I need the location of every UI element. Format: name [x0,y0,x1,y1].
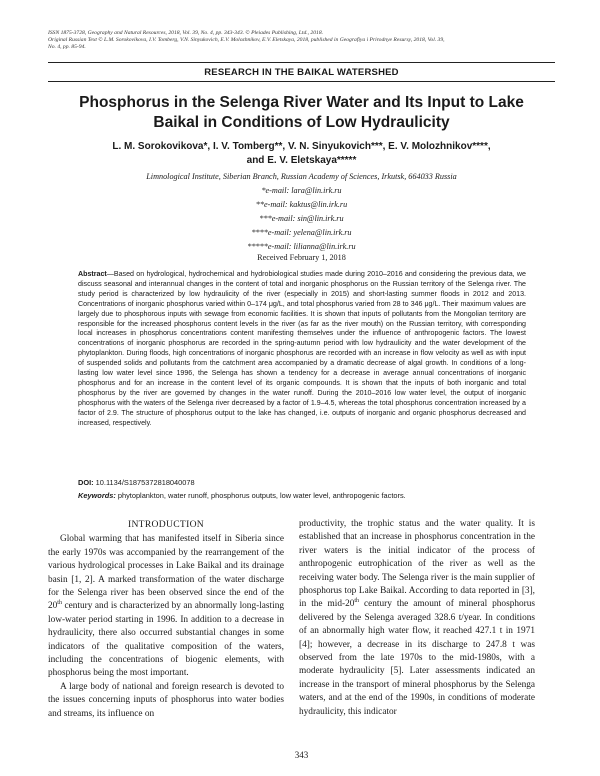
authors [48,140,555,167]
paragraph-text: century and is characterized by an abnormally long-lasting low-water period starting in 1996. In addition to a decrease in hydraulicity, there also occurred substantial changes in some indicators of the qualitative composition of the waters, including the concentrations of biogenic elements, with phosphorus being the most important. [48,601,284,679]
keywords-value: phytoplankton, water runoff, phosphorus outputs, low water level, anthropogenic factors. [117,491,406,500]
doi-label: DOI: [78,478,94,487]
keywords-label: Keywords: [78,491,116,500]
paragraph-text: productivity, the trophic status and the water quality. It is established that an increase in phosphorus concentration in the river waters is the initial indicator of the process of anthropogenic eutrophication of the river as well as the receiving water body. The Selenga river is the main supplier of phosphorus top Lake Baikal. According to data reported in [3], in the mid-20 [299,519,535,610]
received-date: Received February 1, 2018 [257,253,346,262]
section-rule-bottom [48,81,555,82]
journal-header [48,30,558,52]
body-column-right [299,518,535,719]
page-number: 343 [294,750,309,760]
article-title [48,93,555,132]
email-list [48,184,555,254]
introduction-heading: INTRODUCTION [127,519,205,530]
email-line: ***e-mail: sin@lin.irk.ru [259,214,344,224]
header-line: No. 4, pp. 85-94. [48,44,86,51]
email-line: *e-mail: lara@lin.irk.ru [261,186,342,195]
doi-value[interactable]: 10.1134/S1875372818040078 [95,478,195,487]
email-line: ****e-mail: yelena@lin.irk.ru [251,228,352,238]
keywords [78,491,526,500]
authors-line: L. M. Sorokovikova*, I. V. Tomberg**, V. N. Sinyukovich***, E. V. Molozhnikov****, [112,141,491,152]
body-column-left [48,518,284,721]
section-heading: RESEARCH IN THE BAIKAL WATERSHED [204,67,399,78]
header-line: ISSN 1875-3728, Geography and Natural Resources, 2018, Vol. 39, No. 4, pp. 343-343. © Pleiades Publishing, Ltd., 2018. [48,30,324,36]
paragraph: A large body of national and foreign research is devoted to the issues concerning inputs of phosphorus into water bodies and streams, its influence on [48,681,284,719]
abstract-text: —Based on hydrological, hydrochemical and hydrobiological studies made during 2010–2016 and considering the previous data, we discuss seasonal and interannual changes in the content of total and inorganic phosphorus on the Russian territory of the Selenga river. The study period is characterized by low hydraulicity of the river (especially in 2015) and short-lasting summer floods in 2012 and 2013. Concentrations of inorganic phosphorus varied within 0–174 μg/L, and total phosphorus varied from 28 to 346 μg/L. Their maximum values are largely due to phosphorous inputs with sewage from economic facilities. It is shown that inputs of pollutants from the Mongolian territory are responsible for the increased phosphorus content levels in the river (as far as the river mouth) on the Russian territory, with corresponding local increases in phosphorus concentrations content manifesting themselves under the influence of anthropogenic factors. The lowest concentrations of inorganic phosphorus are recorded in the spring-autumn period with low hydraulicity and the water development of the phytoplankton. During floods, high concentrations of inorganic phosphorus are recorded with an increase in flow velocity as well as with input of suspended solids and pollutants from the catchment area accompanied by a dramatic decrease of algal growth. In conditions of a long-lasting low water level since 1996, the Selenga has shown a tendency for a decrease in average annual concentrations of inorganic phosphorus and for an increase in the content level of its organic compounds. It is shown that the inputs of both inorganic and total phosphorus by the river are governed by changes in the water runoff. During the 2010–2016 low water level, the output of inorganic phosphorus with the waters of the Selenga river decreased by a factor of 1.9–4.5, whereas the total phosphorus concentration increased by a factor of 2.9. The structure of phosphorus output to the lake has changed, i.e. outputs of inorganic and organic phosphorus decreased and increased, respectively. [78,270,526,427]
paragraph-text: century the amount of mineral phosphorus delivered by the Selenga averaged 328.6 t/year. In conditions of an abnormally high water flow, it reached 427.1 t in 1971 [4]; however, a decrease in its discharge to 247.8 t was observed from the late 1970s to the mid-1980s, with a moderate hydraulicity [5]. Later assessments indicated an increase in the transport of mineral phosphorus by the Selenga waters, and at the end of the 1990s, in conditions of moderate hydraulicity, this indicator [299,599,536,717]
abstract-label: Abstract [78,270,107,278]
paragraph [299,518,535,719]
paragraph-text: Global warming that has manifested itself in Siberia since the early 1970s was accompanied by the rearrangement of the various hydrological processes in Lake Baikal and its drainage basin [1, 2]. A marked transformation of the water discharge for the Selenga river has been observed since the end of the 20 [48,534,284,612]
authors-line: and E. V. Eletskaya***** [246,154,357,166]
superscript: th [354,598,360,605]
title-line: Phosphorus in the Selenga River Water and Its Input to Lake [79,94,524,111]
header-line: Original Russian Text © L.M. Sorokovikova, I.V. Tomberg, V.N. Sinyukovich, E.V. Molozhnikov, E.V. Eletskaya, 2018, published in Geografiya i Prirodnye Resursy, 2018, Vol. 39, [48,37,445,44]
affiliation: Limnological Institute, Siberian Branch, Russian Academy of Sciences, Irkutsk, 664033 Russia [146,172,457,181]
title-line: Baikal in Conditions of Low Hydraulicity [153,113,450,131]
section-rule-top [48,62,555,63]
abstract [78,270,526,429]
email-line: *****e-mail: lilianna@lin.irk.ru [247,242,356,252]
email-line: **e-mail: kaktus@lin.irk.ru [255,200,348,210]
doi [78,478,526,487]
paragraph [48,533,284,680]
superscript: th [57,600,62,607]
